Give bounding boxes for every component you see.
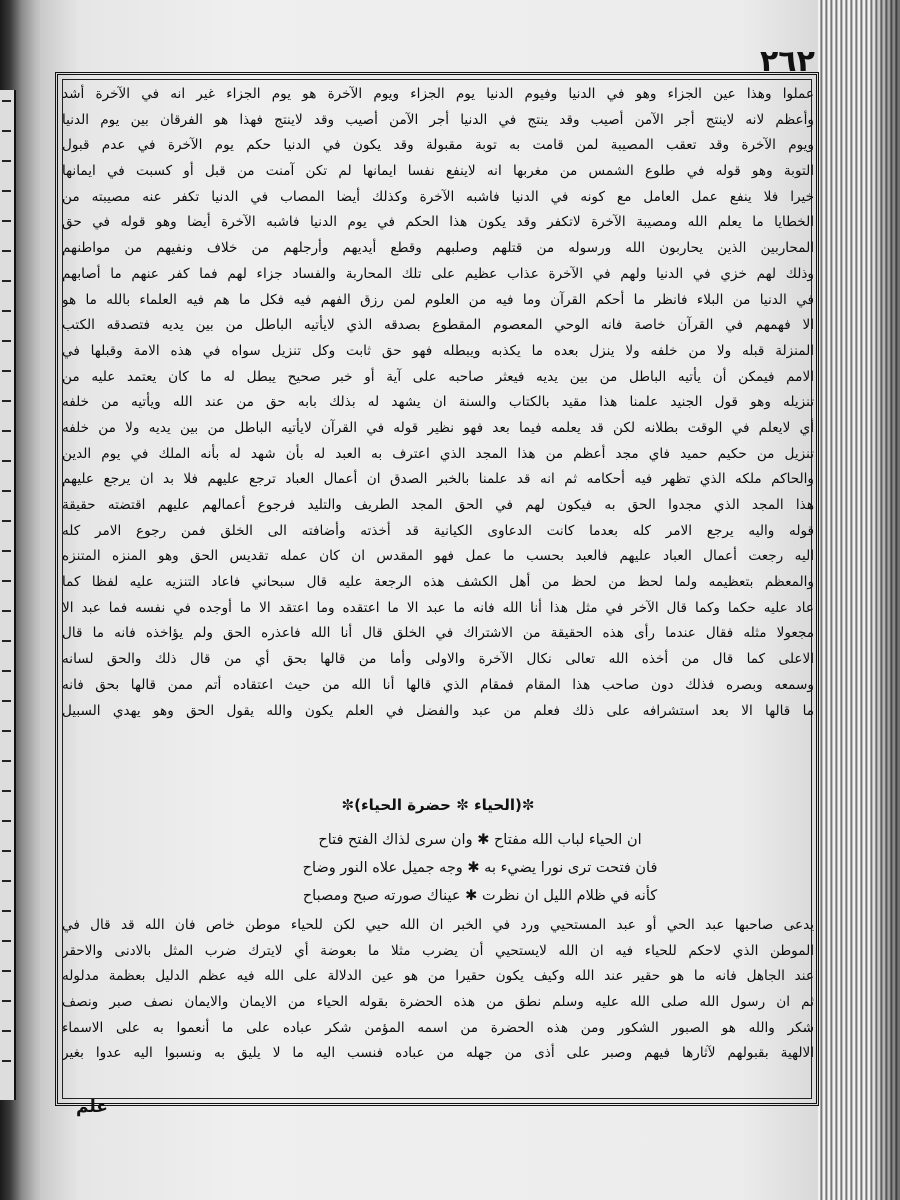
- poem-verse: كأنه في ظلام الليل ان نظرت ✱ عيناك صورته صبح ومصباح: [302, 888, 658, 904]
- text-line: المنزلة قبله ولا من خلفه ولا ينزل بعده ما يكذبه ويبطله فهو حق ثابت وكل تنزيل سواه في هذه الامة وقبلها في: [62, 342, 814, 359]
- text-line: تنزيله وهو قول الجنيد علمنا هذا مقيد بالكتاب والسنة ان يشهد له بذلك بابه حق من عند الله ويأتيه من خلفه: [62, 394, 814, 411]
- text-line: اليه رجعت أعمال العباد عليهم فالعبد بحسب ما عمل فهو المقدس ان كان عمله تقديس الحق وهو المنزه المتنزه: [62, 548, 814, 565]
- text-line: قوله واليه يرجع الامر كله بعدما كانت الدعاوى الكيانية قد أخذته وأضافته الى الخلق فمن رجوع الامر كله: [62, 522, 814, 539]
- text-line: خيرا فلا ينفع عمل العامل مع كونه في الدنيا فاشبه الآخرة وكذلك أيضا المصاب في الدنيا تكفر عنه مصيبته من: [62, 188, 814, 205]
- text-line: أي لايعلم في الوقت بطلانه لكن قد يعلمه فيما بعد فهو نظير قوله في القرآن لايأتيه الباطل من بين يديه ولا من خلفه: [62, 419, 814, 436]
- poem-verse: فان فتحت ترى نورا يضيء به ✱ وجه جميل علاه النور وضاح: [302, 860, 658, 876]
- catchword: علم: [76, 1097, 108, 1117]
- text-line: عملوا وهذا عين الجزاء وهو في الدنيا وفيوم الدنيا يوم الجزاء ويوم الآخرة هو يوم الجزاء غير انه في الآخرة أشد: [62, 86, 814, 102]
- text-line: الخطايا ما يعلم الله ومصيبة الآخرة لاتكفر وقد يكون هذا الحكم في يوم الدنيا فاشبه الآخرة أيضا وهو قوله في حق: [62, 214, 814, 231]
- page-number: ٢٦٢: [760, 44, 815, 79]
- text-line: عاد عليه حكما وكما قال الآخر في مثل هذا أنا الله فانه ما عبد الا ما اعتقده وما اعتقد الا ما أوجده في نفسه فما عبد الا: [62, 599, 814, 616]
- text-line: عند الجاهل فانه ما هو حقير عند الله وكيف يكون حقيرا من هو عين الدلالة على الله فيه عظم الدليل بعظمة مدلوله: [62, 968, 814, 985]
- text-line: الامم فيمكن أن يأتيه الباطل من بين يديه فيعثر صاحبه على آية أو خبر صحيح يبطل له ما كان يعتمد عليه من: [62, 368, 814, 385]
- text-line: وأعظم لانه لاينتج أجر الآمن أصيب وقد ينتج في الدنيا أجر الآمن أصيب وقد لاينتج فهذا هو الفرقان بين يوم الدنيا: [62, 111, 814, 128]
- text-line: الموطن الذي لاحكم للحياء فيه ان الله لايستحيي أن يضرب مثلا ما بعوضة أي لايترك ضرب المثل بالادنى والاحقر: [62, 942, 814, 959]
- text-line: وسمعه وبصره فذلك دون صاحب هذا المقام فمقام الذي قالها أنا الله من حيث اعتقاده أتم ممن قالها بحق فانه: [62, 676, 814, 693]
- text-line: الا فهمهم في القرآن خاصة فانه الوحي المعصوم المقطوع بصدقه الذي لايأتيه الباطل من بين يديه فتصدقه الكتب: [62, 317, 814, 334]
- text-line: في الدنيا من البلاء فانظر ما أحكم القرآن وما فيه من العلوم لمن رزق الفهم فيه فكل ما هم فيه العلماء بالله ما هو: [62, 291, 814, 308]
- text-line: وذلك لهم خزي في الدنيا ولهم في الآخرة عذاب عظيم على تلك المحاربة والفساد جزاء لهم فما كفر عنهم ما أصابهم: [62, 265, 814, 282]
- main-text-block: [62, 82, 814, 724]
- poem-verse: ان الحياء لباب الله مفتاح ✱ وان سرى لذاك الفتح فتاح: [318, 832, 642, 848]
- section-heading: ✼(الحياء ✼ حضرة الحياء)✼: [341, 796, 535, 814]
- text-line: مجعولا مثله فقال عندما رأى هذه الحقيقة من الاشتراك في الخلق قال أنا الله فاعذره الحق ولم يؤاخذه فانه ما قال: [62, 625, 814, 642]
- page-stack-edges: [818, 0, 900, 1200]
- text-line: والحاكم ملكه الذي تظهر فيه أحكامه ثم انه قد علمنا بالخبر الصدق ان أعمال العباد ترجع عليهم فلا بد ان يرجع عليهم: [62, 471, 814, 488]
- text-line: والمعظم بتعظيمه ولما لحظ من لحظ من أهل الكشف هذه الرجعة عليه قال سبحاني فاعاد التنزيه عليه لفظا كما: [62, 574, 814, 591]
- facing-page-edge: [0, 90, 16, 1100]
- text-line: هذا المجد الذي مجدوا الحق به فيكون لهم في الحق المجد الطريف والتليد فرجوع أعمالهم عليهم اقتضته حقيقة: [62, 497, 814, 513]
- text-line: الالهية بقبولهم لآثارها فيهم وصبر على أذى من جهله من عباده فنسب اليه ما لا يليق به ونسبوا اليه عدوا بغير: [62, 1045, 814, 1062]
- text-line: ما قالها الا بعد استشرافه على ذلك فعلم من عبد والفضل في العلم يكون والله يقول الحق وهو يهدي السبيل: [62, 702, 814, 719]
- poem-verses: [270, 826, 690, 910]
- text-line: ثم ان رسول الله صلى الله عليه وسلم نطق من هذه الحضرة بقوله الحياء من الايمان والايمان نصف صبر ونصف: [62, 994, 814, 1011]
- section-text-block: [62, 913, 814, 1067]
- text-line: شكر والله هو الصبور الشكور ومن هذه الحضرة من اسمه المؤمن شكر عباده على ما أنعموا به على الاسماء: [62, 1019, 814, 1036]
- text-line: المحاربين الذين يحاربون الله ورسوله من قتلهم وصلبهم وقطع أيديهم وأرجلهم من خلاف ونفيهم من مواطنهم: [62, 240, 814, 257]
- text-line: تنزيل من حكيم حميد فاي مجد أعظم من هذا المجد الذي اعترف به العبد له بأن شهد له بأنه الملك في يوم الدين: [62, 445, 814, 462]
- text-line: ويوم الآخرة وقد تعقب المصيبة لمن قامت به توبة مقبولة وقد يكون في الدنيا حكم يوم الآخرة في عدم قبول: [62, 137, 814, 154]
- text-line: التوبة وهو قوله في طلوع الشمس من مغربها انه لاينفع نفسا ايمانها لم تكن آمنت من قبل أو كسبت في ايمانها: [62, 163, 814, 180]
- text-line: يدعى صاحبها عبد الحي أو عبد المستحيي ورد في الخبر ان الله حيي لكن للحياء موطن خاص فان الله قد قال في: [62, 917, 814, 933]
- text-line: الاعلى كما قال من أخذه الله تعالى نكال الآخرة والاولى وأما من قالها بحق أي من قال ذلك والحق لسانه: [62, 651, 814, 668]
